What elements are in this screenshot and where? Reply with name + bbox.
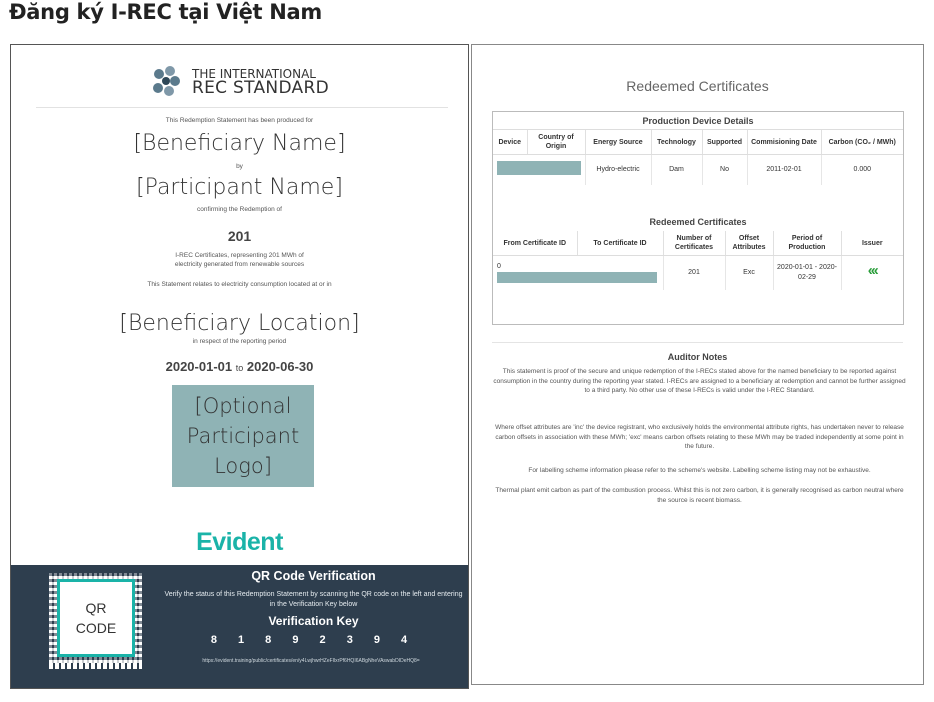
logo-placeholder-line-2: Participant [186, 424, 300, 448]
verification-url[interactable]: https://evident.training/public/certificates/en/y4LwjhwrHZeFIlxrPf6HQI6ABgNheVAswabDIDeHQ8= [202, 658, 420, 664]
certs-text-1: I-REC Certificates, representing 201 MWh of [175, 252, 304, 259]
qr-code[interactable] [49, 573, 142, 663]
cell-period: 2020-01-01 - 2020-02-29 [773, 256, 841, 290]
divider [492, 342, 903, 343]
verification-key-title: Verification Key [268, 614, 359, 628]
col-carbon: Carbon (CO₂ / MWh) [821, 130, 903, 155]
period-start: 2020-01-01 [165, 359, 233, 374]
cell-number: 201 [663, 256, 725, 290]
col-from-id: From Certificate ID [493, 231, 577, 256]
qr-verification-title: QR Code Verification [251, 569, 376, 583]
qr-verification-text: Verify the status of this Redemption Statement by scanning the QR code on the left and entering in the Verification Key below [164, 591, 463, 608]
cell-from-id: 0 [497, 263, 501, 271]
qr-label-1: QR [85, 600, 107, 616]
auditor-note-2: Where offset attributes are 'inc' the device registrant, who exclusively holds the environmental attribute rights, has undertaken never to release carbon offsets in association with these MWh; 'exc' means carbon offsets relating to these MWh may be traded independently at some point in the future. [495, 424, 904, 450]
produced-for-text: This Redemption Statement has been produced for [165, 117, 314, 124]
verification-key: 8 1 8 9 2 3 9 4 [210, 634, 417, 646]
qr-placeholder [57, 579, 135, 657]
col-country: Country of Origin [527, 130, 585, 155]
issuer-chevron-icon: ‹‹‹ [867, 262, 877, 280]
cell-carbon: 0.000 [853, 165, 872, 173]
period-end: 2020-06-30 [246, 359, 314, 374]
table-header-row [493, 231, 903, 256]
col-period: Period of Production [773, 231, 841, 256]
cell-commissioning: 2011-02-01 [747, 155, 821, 185]
col-supported: Supported [702, 130, 747, 155]
table-header-row [493, 130, 903, 155]
redeemed-certificates-table [492, 215, 904, 325]
confirming-text: confirming the Redemption of [197, 206, 282, 213]
qr-verification-footer [11, 565, 468, 689]
irec-logo-icon [150, 65, 182, 97]
col-energy: Energy Source [585, 130, 651, 155]
col-device: Device [493, 130, 527, 155]
issuer-logo [841, 256, 903, 290]
beneficiary-location: [Beneficiary Location] [119, 311, 360, 336]
divider [36, 107, 448, 108]
participant-name: [Participant Name] [136, 175, 343, 200]
redeemed-title: Redeemed Certificates [626, 78, 769, 94]
col-issuer: Issuer [841, 231, 903, 256]
qr-bottom-pattern [49, 663, 142, 669]
optional-participant-logo [172, 385, 314, 487]
table-row [493, 155, 903, 185]
device-redacted [493, 155, 585, 185]
redemption-statement [10, 44, 469, 689]
relates-text: This Statement relates to electricity consumption located at or in [147, 281, 332, 288]
table-row [493, 256, 903, 290]
certificate-amount: 201 [227, 228, 252, 244]
qr-label-2: CODE [75, 620, 117, 636]
logo-line-1: THE INTERNATIONAL [192, 67, 316, 81]
beneficiary-name: [Beneficiary Name] [133, 131, 346, 156]
col-to-id: To Certificate ID [577, 231, 663, 256]
logo-placeholder-line-1: [Optional [194, 394, 292, 418]
col-offset: Offset Attributes [725, 231, 773, 256]
production-caption: Production Device Details [493, 112, 903, 130]
cell-energy: Hydro-electric [585, 155, 651, 185]
cell-supported: No [702, 155, 747, 185]
logo-placeholder-line-3: Logo] [214, 454, 272, 478]
certs-text-2: electricity generated from renewable sources [174, 261, 305, 268]
col-number: Number of Certificates [663, 231, 725, 256]
reporting-period [11, 359, 468, 374]
logo-line-2: REC STANDARD [192, 78, 329, 98]
auditor-note-3: For labelling scheme information please refer to the scheme's website. Labelling scheme listing may not be exhaustive. [528, 467, 871, 474]
col-technology: Technology [651, 130, 702, 155]
in-respect-text: in respect of the reporting period [192, 338, 287, 345]
page-title: Đăng ký I-REC tại Việt Nam [9, 0, 323, 24]
redeemed-certificates-page [471, 44, 924, 685]
cell-technology: Dam [651, 155, 702, 185]
col-commissioning: Commisioning Date [747, 130, 821, 155]
irec-logo [11, 65, 468, 97]
cert-id-redacted [493, 256, 663, 290]
cell-offset: Exc [725, 256, 773, 290]
auditor-notes-title: Auditor Notes [667, 352, 728, 362]
by-text: by [236, 163, 243, 170]
auditor-note-1: This statement is proof of the secure and unique redemption of the I-RECs stated above for the named beneficiary to be reported against consumption in the country during the reporting year stated. I-RECs are assigned to a beneficiary at redemption and cannot be further assigned to a third party. No other use of these I-RECs is valid under the I-REC Standard. [493, 368, 906, 394]
redeemed-caption: Redeemed Certificates [649, 217, 747, 227]
auditor-note-4: Thermal plant emit carbon as part of the combustion process. Whilst this is not zero carbon, it is generally recognised as carbon neutral where the source is recent biomass. [495, 487, 904, 504]
evident-logo: Evident [196, 528, 283, 556]
period-to: to [235, 363, 244, 373]
